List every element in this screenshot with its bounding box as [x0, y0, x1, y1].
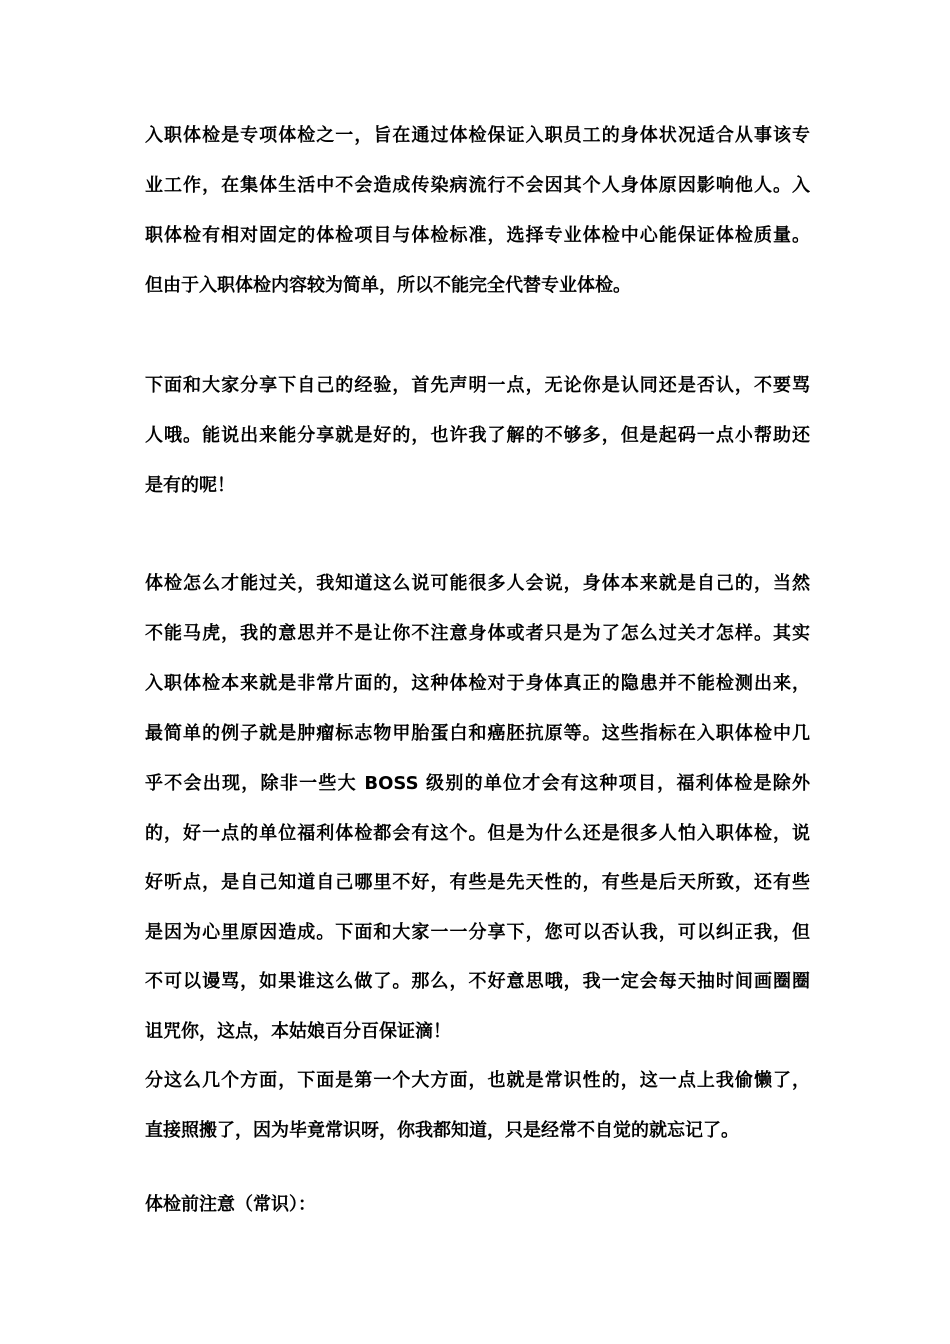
text-line: 入职体检是专项体检之一，旨在通过体检保证入职员工的身体状况适合从事该专: [145, 125, 810, 146]
text-line: 诅咒你，这点，本姑娘百分百保证滴！: [145, 1021, 451, 1042]
text-line: 不可以谩骂，如果谁这么做了。那么，不好意思哦，我一定会每天抽时间画圈圈: [145, 971, 810, 992]
text-line: 职体检有相对固定的体检项目与体检标准，选择专业体检中心能保证体检质量。: [145, 225, 810, 246]
text-line: 下面和大家分享下自己的经验，首先声明一点，无论你是认同还是否认，不要骂: [145, 375, 810, 396]
text-line: 直接照搬了，因为毕竟常识呀，你我都知道，只是经常不自觉的就忘记了。: [145, 1120, 739, 1141]
text-line: 是因为心里原因造成。下面和大家一一分享下，您可以否认我，可以纠正我，但: [145, 922, 810, 943]
text-line: 分这么几个方面，下面是第一个大方面，也就是常识性的，这一点上我偷懒了，: [145, 1070, 810, 1091]
text-line: 人哦。能说出来能分享就是好的，也许我了解的不够多，但是起码一点小帮助还: [145, 425, 810, 446]
text-line: 但由于入职体检内容较为简单，所以不能完全代替专业体检。: [145, 275, 631, 296]
text-line: 乎不会出现，除非一些大 BOSS 级别的单位才会有这种项目，福利体检是除外: [145, 773, 810, 794]
text-line: 体检怎么才能过关，我知道这么说可能很多人会说，身体本来就是自己的，当然: [145, 573, 810, 594]
text-line: 最简单的例子就是肿瘤标志物甲胎蛋白和癌胚抗原等。这些指标在入职体检中几: [145, 723, 810, 744]
section-heading: 体检前注意（常识）：: [145, 1194, 316, 1215]
text-line: 好听点，是自己知道自己哪里不好，有些是先天性的，有些是后天所致，还有些: [145, 872, 810, 893]
text-line: 是有的呢！: [145, 475, 235, 496]
text-line: 业工作，在集体生活中不会造成传染病流行不会因其个人身体原因影响他人。入: [145, 175, 810, 196]
text-line: 的，好一点的单位福利体检都会有这个。但是为什么还是很多人怕入职体检，说: [145, 823, 810, 844]
text-line: 不能马虎，我的意思并不是让你不注意身体或者只是为了怎么过关才怎样。其实: [145, 623, 810, 644]
text-line: 入职体检本来就是非常片面的，这种体检对于身体真正的隐患并不能检测出来，: [145, 673, 810, 694]
